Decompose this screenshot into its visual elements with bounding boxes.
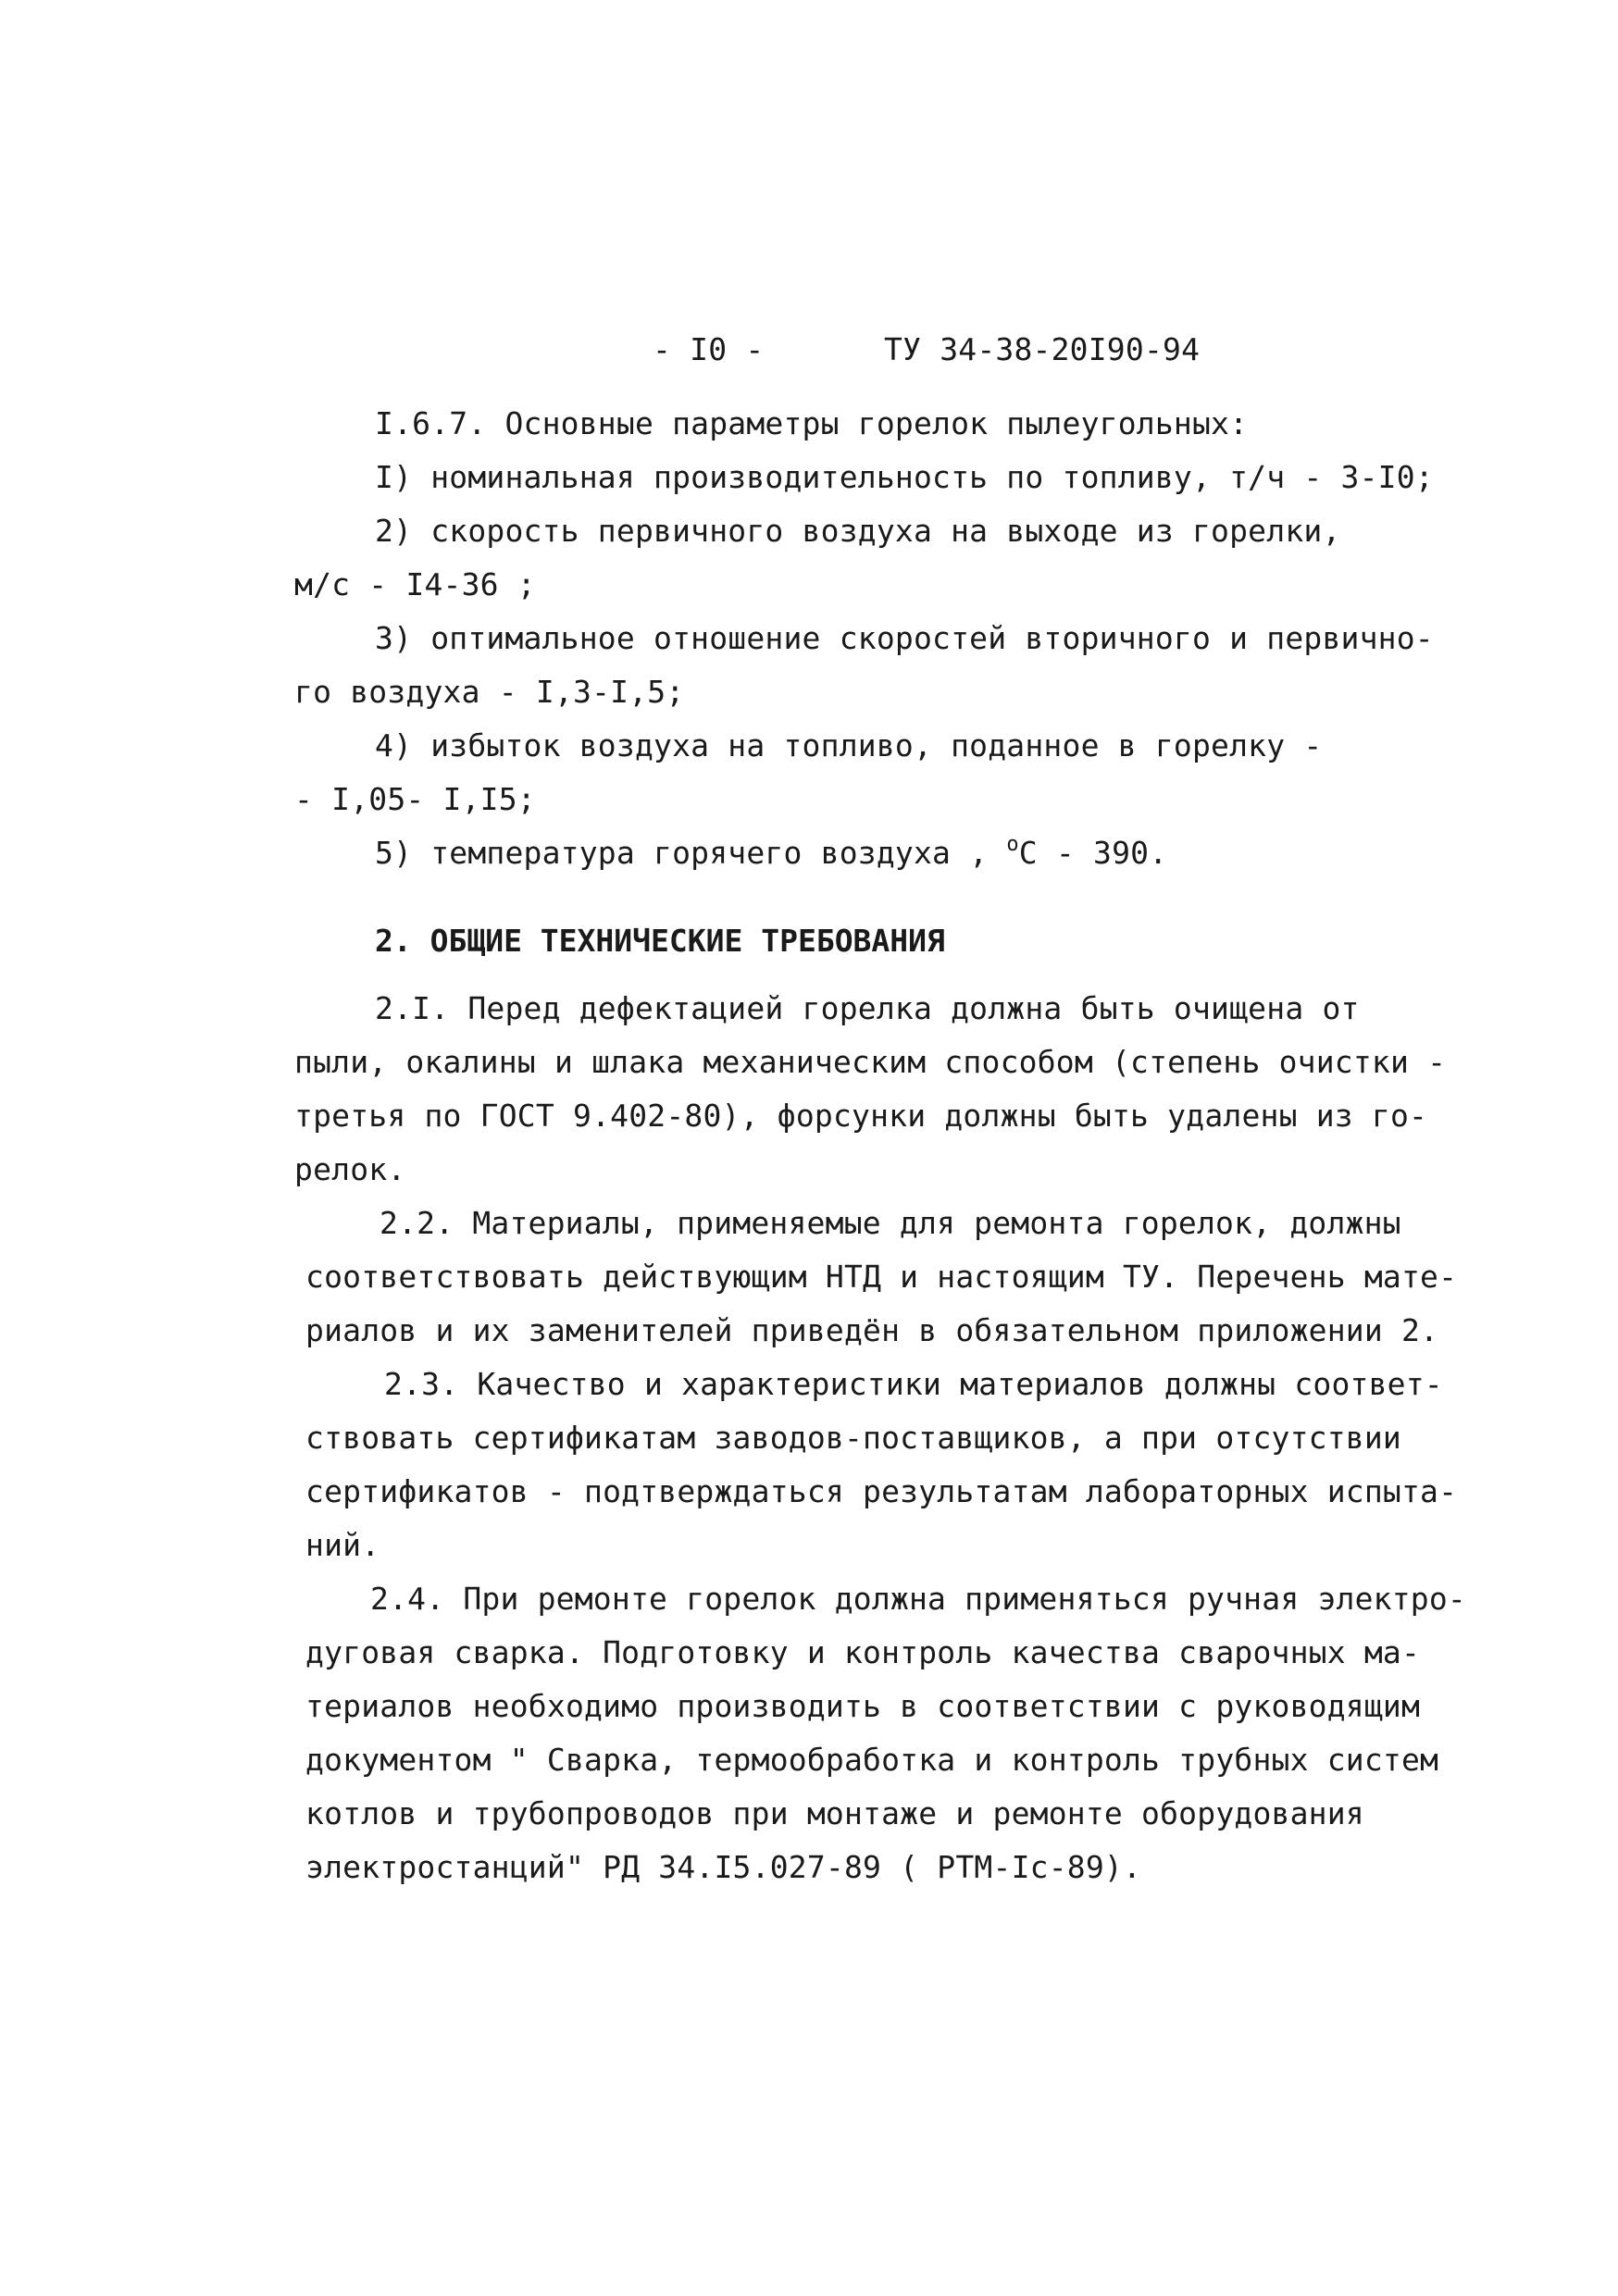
document-code: ТУ 34-38-20I90-94 — [884, 331, 1201, 367]
section-2-title: 2. ОБЩИЕ ТЕХНИЧЕСКИЕ ТРЕБОВАНИЯ — [375, 923, 945, 959]
paragraph-2-4-line-6: электростанций" РД 34.I5.027-89 ( РТМ-Iс-89). — [305, 1849, 1142, 1885]
param-item-5 — [375, 835, 1167, 876]
param-item-5-text: 5) температура горячего воздуха , — [375, 835, 989, 871]
paragraph-2-2-line-2: соответствовать действующим НТД и настоящим ТУ. Перечень мате- — [305, 1259, 1458, 1295]
page-number: - I0 - — [653, 331, 765, 367]
param-item-1: I) номинальная производительность по топливу, т/ч - 3-I0; — [375, 459, 1434, 495]
paragraph-2-4-line-4: документом " Сварка, термообработка и контроль трубных систем — [305, 1742, 1439, 1778]
paragraph-2-1-line-2: пыли, окалины и шлака механическим способом (степень очистки - — [294, 1044, 1447, 1080]
param-item-4: 4) избыток воздуха на топливо, поданное в горелку - — [375, 727, 1323, 763]
param-item-5-value: С - 390. — [1018, 835, 1168, 871]
section-1-6-7-title: I.6.7. Основные параметры горелок пылеугольных: — [375, 405, 1249, 441]
param-item-3: 3) оптимальное отношение скоростей вторичного и первично- — [375, 620, 1434, 656]
paragraph-2-4-line-1: 2.4. При ремонте горелок должна применяться ручная электро- — [370, 1581, 1466, 1617]
param-item-2-cont: м/с - I4-36 ; — [294, 566, 536, 602]
param-item-2: 2) скорость первичного воздуха на выходе из горелки, — [375, 513, 1341, 549]
paragraph-2-4-line-5: котлов и трубопроводов при монтаже и ремонте оборудования — [305, 1795, 1364, 1831]
paragraph-2-1-line-3: третья по ГОСТ 9.402-80), форсунки должны быть удалены из го- — [294, 1098, 1428, 1134]
paragraph-2-4-line-3: териалов необходимо производить в соответствии с руководящим — [305, 1688, 1421, 1724]
paragraph-2-3-line-3: сертификатов - подтверждаться результатам лабораторных испыта- — [305, 1473, 1458, 1509]
paragraph-2-3-line-4: ний. — [305, 1527, 380, 1563]
degree-superscript: о — [1006, 833, 1019, 856]
param-item-4-cont: - I,05- I,I5; — [294, 781, 536, 817]
paragraph-2-1-line-1: 2.I. Перед дефектацией горелка должна быть очищена от — [375, 990, 1360, 1026]
paragraph-2-2-line-3: риалов и их заменителей приведён в обязательном приложении 2. — [305, 1312, 1439, 1348]
paragraph-2-4-line-2: дуговая сварка. Подготовку и контроль качества сварочных ма- — [305, 1634, 1421, 1670]
param-item-3-cont: го воздуха - I,3-I,5; — [294, 674, 685, 710]
paragraph-2-2-line-1: 2.2. Материалы, применяемые для ремонта горелок, должны — [380, 1205, 1401, 1241]
paragraph-2-3-line-2: ствовать сертификатам заводов-поставщиков, а при отсутствии — [305, 1420, 1401, 1456]
paragraph-2-1-line-4: релок. — [294, 1151, 406, 1187]
paragraph-2-3-line-1: 2.3. Качество и характеристики материалов должны соответ- — [384, 1366, 1443, 1402]
